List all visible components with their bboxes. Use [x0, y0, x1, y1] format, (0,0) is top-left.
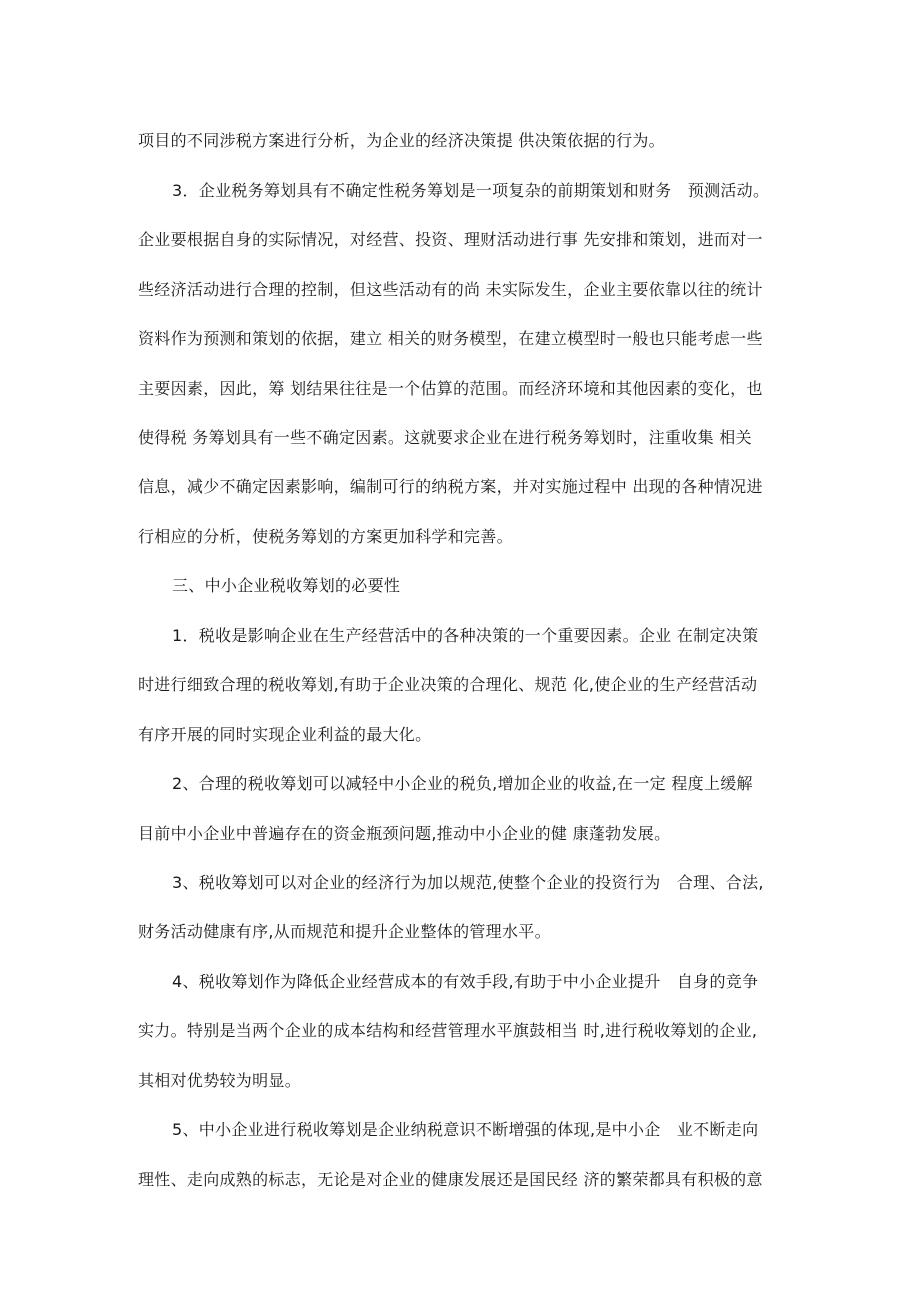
text-line-12: 时进行细致合理的税收筹划,有助于企业决策的合理化、规范 化,使企业的生产经营活动	[138, 675, 758, 694]
text-line-2: 3．企业税务筹划具有不确定性税务筹划是一项复杂的前期策划和财务 预测活动。	[172, 181, 770, 200]
text-line-5: 资料作为预测和策划的依据，建立 相关的财务模型，在建立模型时一般也只能考虑一些	[138, 329, 763, 348]
text-line-6: 主要因素，因此，筹 划结果往往是一个估算的范围。而经济环境和其他因素的变化，也	[138, 379, 763, 398]
text-line-13: 有序开展的同时实现企业利益的最大化。	[138, 725, 432, 744]
text-line-11: 1．税收是影响企业在生产经营活中的各种决策的一个重要因素。企业 在制定决策	[172, 626, 759, 645]
section-heading: 三、中小企业税收筹划的必要性	[172, 576, 401, 595]
text-line-14: 2、合理的税收筹划可以减轻中小企业的税负,增加企业的收益,在一定 程度上缓解	[172, 774, 753, 793]
text-line-9: 行相应的分析，使税务筹划的方案更加科学和完善。	[138, 527, 513, 546]
text-line-22: 理性、走向成熟的标志，无论是对企业的健康发展还是国民经 济的繁荣都具有积极的意	[138, 1170, 763, 1189]
text-line-21: 5、中小企业进行税收筹划是企业纳税意识不断增强的体现,是中小企 业不断走向	[172, 1120, 759, 1139]
text-line-7: 使得税 务筹划具有一些不确定因素。这就要求企业在进行税务筹划时，注重收集 相关	[138, 428, 752, 447]
text-line-15: 目前中小企业中普遍存在的资金瓶颈问题,推动中小企业的健 康蓬勃发展。	[138, 824, 671, 843]
text-line-4: 些经济活动进行合理的控制，但这些活动有的尚 未实际发生，企业主要依靠以往的统计	[138, 280, 763, 299]
text-line-16: 3、税收筹划可以对企业的经济行为加以规范,使整个企业的投资行为 合理、合法,	[172, 873, 764, 892]
text-line-19: 实力。特别是当两个企业的成本结构和经营管理水平旗鼓相当 时,进行税收筹划的企业,	[138, 1021, 758, 1040]
text-line-18: 4、税收筹划作为降低企业经营成本的有效手段,有助于中小企业提升 自身的竞争	[172, 972, 759, 991]
text-line-1: 项目的不同涉税方案进行分析，为企业的经济决策提 供决策依据的行为。	[138, 131, 665, 150]
text-line-3: 企业要根据自身的实际情况，对经营、投资、理财活动进行事 先安排和策划，进而对一	[138, 230, 763, 249]
text-line-8: 信息，减少不确定因素影响，编制可行的纳税方案，并对实施过程中 出现的各种情况进	[138, 477, 763, 496]
text-line-20: 其相对优势较为明显。	[138, 1071, 302, 1090]
text-line-17: 财务活动健康有序,从而规范和提升企业整体的管理水平。	[138, 922, 551, 941]
